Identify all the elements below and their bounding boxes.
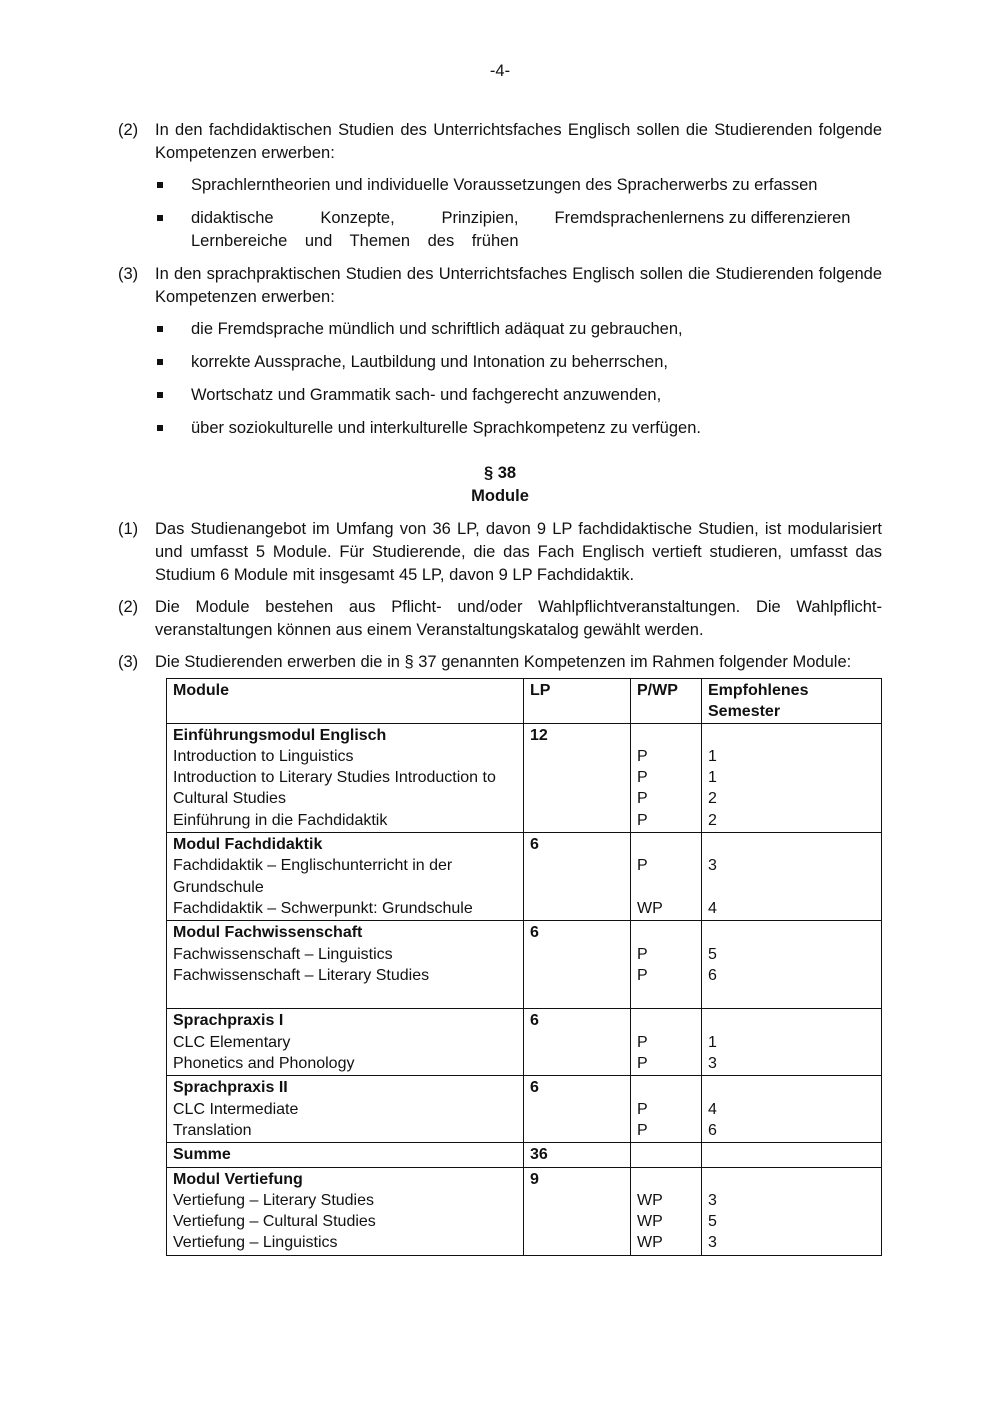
course-semester: 3 <box>708 1191 717 1209</box>
list-item: die Fremdsprache mündlich und schriftlich adäquat zu gebrauchen, <box>155 318 882 341</box>
spacer <box>708 1144 875 1165</box>
course-pwp <box>637 986 695 1007</box>
course-name: Fachwissenschaft – Linguistics <box>173 945 393 963</box>
semester-cell <box>702 1009 882 1076</box>
table-row <box>167 1143 882 1167</box>
module-cell <box>167 1009 524 1076</box>
module-lp: 6 <box>530 1012 539 1030</box>
module-cell <box>167 1076 524 1143</box>
spacer <box>708 922 875 943</box>
course-pwp: P <box>637 966 648 984</box>
lp-cell <box>524 921 631 1009</box>
list-item: korrekte Aussprache, Lautbildung und Intonation zu beherrschen, <box>155 351 882 374</box>
module-name: Sprachpraxis II <box>173 1079 288 1097</box>
pwp-cell <box>631 1143 702 1167</box>
spacer <box>637 1010 695 1031</box>
paragraph-number: (3) <box>118 265 139 283</box>
paragraph-number: (1) <box>118 520 139 538</box>
course-pwp: P <box>637 1033 648 1051</box>
lp-cell <box>524 723 631 832</box>
course-pwp: P <box>637 1055 648 1073</box>
course-name: Translation <box>173 1121 252 1139</box>
bullet-icon <box>155 207 191 253</box>
module-lp: 6 <box>530 1079 539 1097</box>
table-row <box>167 1009 882 1076</box>
spacer <box>708 1169 875 1190</box>
lp-cell <box>524 1009 631 1076</box>
spacer <box>637 834 695 855</box>
module-lp: 9 <box>530 1170 539 1188</box>
semester-cell <box>702 723 882 832</box>
course-name: Cultural Studies <box>173 790 286 808</box>
spacer <box>637 1144 695 1165</box>
module-cell <box>167 1167 524 1255</box>
bullet-icon <box>155 417 191 440</box>
course-semester: 6 <box>708 966 717 984</box>
course-pwp: WP <box>637 1213 663 1231</box>
course-name: Einführung in die Fachdidaktik <box>173 811 388 829</box>
course-semester: 1 <box>708 747 717 765</box>
course-semester: 3 <box>708 1234 717 1252</box>
table-header-row <box>167 679 882 724</box>
bullet-icon <box>155 384 191 407</box>
paragraph-number: (3) <box>118 653 139 671</box>
lp-cell <box>524 1076 631 1143</box>
course-pwp: P <box>637 811 648 829</box>
table-body <box>167 723 882 1255</box>
spacer <box>708 1077 875 1098</box>
table-row <box>167 1076 882 1143</box>
list-item: über soziokulturelle und interkulturelle Sprachkompetenz zu verfügen. <box>155 417 882 440</box>
course-semester: 2 <box>708 811 717 829</box>
course-semester <box>708 986 875 1007</box>
module-cell <box>167 833 524 921</box>
semester-cell <box>702 1167 882 1255</box>
table-row <box>167 723 882 832</box>
module-lp: 6 <box>530 924 539 942</box>
list-item: Wortschatz und Grammatik sach- und fachgerecht anzuwenden, <box>155 384 882 407</box>
lp-cell <box>524 1143 631 1167</box>
spacer <box>637 725 695 746</box>
pwp-cell <box>631 1076 702 1143</box>
section-number: § 38 <box>483 464 517 482</box>
paragraph-text: Die Module bestehen aus Pflicht- und/oder Wahlpflichtveranstaltungen. Die Wahlpflicht-veranstaltungen können aus einem Veranstaltungskatalog gewählt werden. <box>155 598 882 639</box>
course-name: CLC Elementary <box>173 1033 291 1051</box>
table-row <box>167 833 882 921</box>
header-semester: Empfohlenes Semester <box>702 679 882 724</box>
section-heading <box>118 462 882 508</box>
bullet-list <box>155 174 882 253</box>
paragraph-3 <box>118 263 882 309</box>
course-name: Fachdidaktik – Englischunterricht in der <box>173 857 453 875</box>
module-cell <box>167 723 524 832</box>
course-name: Phonetics and Phonology <box>173 1055 355 1073</box>
bullet-icon <box>155 174 191 197</box>
module-name: Modul Vertiefung <box>173 1170 303 1188</box>
course-name: Grundschule <box>173 878 264 896</box>
module-lp: 36 <box>530 1146 548 1164</box>
module-table <box>166 678 882 1256</box>
s38-paragraph-3 <box>118 651 882 674</box>
course-semester: 1 <box>708 1033 717 1051</box>
paragraph-text: Das Studienangebot im Umfang von 36 LP, davon 9 LP fachdidaktische Studien, ist modularisiert und umfasst 5 Module. Für Studierende, die das Fach Englisch vertieft studieren, umfasst das Studium 6 Module mit insgesamt 45 LP, davon 9 LP Fachdidaktik. <box>155 520 882 584</box>
spacer <box>637 1077 695 1098</box>
course-semester: 4 <box>708 1100 717 1118</box>
module-lp: 12 <box>530 726 548 744</box>
course-semester: 2 <box>708 790 717 808</box>
section-title: Module <box>471 487 529 505</box>
semester-cell <box>702 1143 882 1167</box>
lp-cell <box>524 833 631 921</box>
course-name: Vertiefung – Cultural Studies <box>173 1213 376 1231</box>
bullet-icon <box>155 318 191 341</box>
course-semester: 4 <box>708 899 717 917</box>
paragraph-text: In den fachdidaktischen Studien des Unterrichtsfaches Englisch sollen die Studierenden folgende Kompetenzen erwerben: <box>155 121 882 162</box>
header-pwp: P/WP <box>631 679 702 724</box>
module-name: Summe <box>173 1146 231 1164</box>
course-semester: 5 <box>708 1213 717 1231</box>
paragraph-number: (2) <box>118 598 139 616</box>
course-semester <box>708 877 875 898</box>
pwp-cell <box>631 1009 702 1076</box>
document-body <box>118 119 882 1256</box>
course-pwp: P <box>637 1121 648 1139</box>
course-name <box>173 986 517 1007</box>
course-pwp: WP <box>637 1234 663 1252</box>
spacer <box>708 834 875 855</box>
paragraph-text: In den sprachpraktischen Studien des Unterrichtsfaches Englisch sollen die Studierenden folgende Kompetenzen erwerben: <box>155 265 882 306</box>
course-semester: 6 <box>708 1121 717 1139</box>
course-pwp: P <box>637 747 648 765</box>
module-cell <box>167 921 524 1009</box>
semester-cell <box>702 833 882 921</box>
course-semester: 5 <box>708 945 717 963</box>
bullet-icon <box>155 351 191 374</box>
course-pwp: P <box>637 790 648 808</box>
header-lp: LP <box>524 679 631 724</box>
pwp-cell <box>631 1167 702 1255</box>
course-pwp: WP <box>637 899 663 917</box>
pwp-cell <box>631 921 702 1009</box>
course-name: Introduction to Literary Studies Introduction to <box>173 769 496 787</box>
header-module: Module <box>167 679 524 724</box>
course-name: Fachdidaktik – Schwerpunkt: Grundschule <box>173 899 473 917</box>
course-pwp <box>637 877 695 898</box>
course-pwp: WP <box>637 1191 663 1209</box>
module-cell <box>167 1143 524 1167</box>
bullet-list <box>155 318 882 440</box>
course-name: CLC Intermediate <box>173 1100 299 1118</box>
lp-cell <box>524 1167 631 1255</box>
module-name: Sprachpraxis I <box>173 1012 284 1030</box>
paragraph-number: (2) <box>118 121 139 139</box>
semester-cell <box>702 1076 882 1143</box>
course-name: Vertiefung – Linguistics <box>173 1234 338 1252</box>
spacer <box>637 1169 695 1190</box>
spacer <box>708 725 875 746</box>
s38-paragraph-1 <box>118 518 882 587</box>
module-name: Modul Fachdidaktik <box>173 836 323 854</box>
module-name: Einführungsmodul Englisch <box>173 726 387 744</box>
table-row <box>167 1167 882 1255</box>
module-lp: 6 <box>530 836 539 854</box>
course-name: Fachwissenschaft – Literary Studies <box>173 966 430 984</box>
course-pwp: P <box>637 1100 648 1118</box>
course-pwp: P <box>637 857 648 875</box>
list-item: Sprachlerntheorien und individuelle Voraussetzungen des Spracherwerbs zu erfassen <box>155 174 882 197</box>
course-semester: 3 <box>708 857 717 875</box>
list-item: didaktische Konzepte, Prinzipien, Lernbereiche und Themen des frühen Fremdsprachenlernens zu differenzieren <box>155 207 882 253</box>
module-name: Modul Fachwissenschaft <box>173 924 363 942</box>
page-number: -4- <box>489 62 511 80</box>
course-name: Introduction to Linguistics <box>173 747 354 765</box>
spacer <box>637 922 695 943</box>
spacer <box>708 1010 875 1031</box>
paragraph-text: Die Studierenden erwerben die in § 37 genannten Kompetenzen im Rahmen folgender Module: <box>155 653 852 671</box>
course-name: Vertiefung – Literary Studies <box>173 1191 375 1209</box>
pwp-cell <box>631 833 702 921</box>
course-semester: 1 <box>708 769 717 787</box>
pwp-cell <box>631 723 702 832</box>
table-row <box>167 921 882 1009</box>
paragraph-2 <box>118 119 882 165</box>
semester-cell <box>702 921 882 1009</box>
s38-paragraph-2 <box>118 596 882 642</box>
course-pwp: P <box>637 945 648 963</box>
course-pwp: P <box>637 769 648 787</box>
course-semester: 3 <box>708 1055 717 1073</box>
